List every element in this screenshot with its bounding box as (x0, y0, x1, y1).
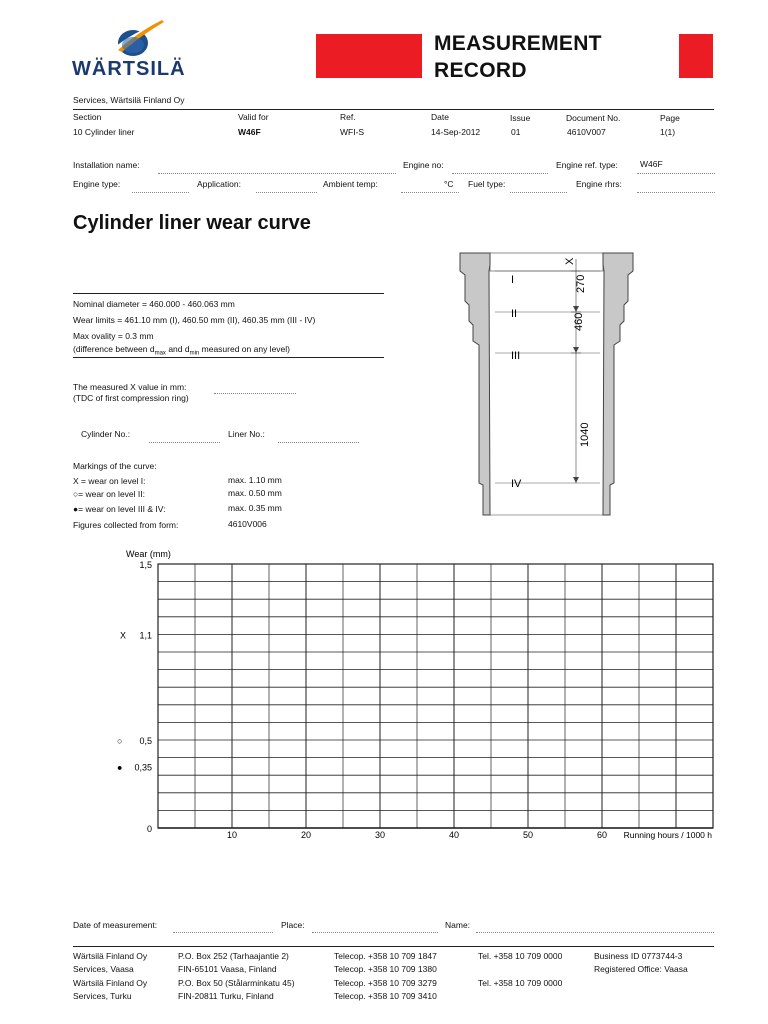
application-field[interactable] (256, 192, 317, 193)
engine-rhrs-field[interactable] (637, 192, 715, 193)
footer-cell: Services, Vaasa (73, 964, 134, 974)
engine-ref-type-value[interactable]: W46F (640, 159, 663, 169)
liner-no-field[interactable] (278, 442, 359, 443)
installation-name-label: Installation name: (73, 160, 140, 170)
meta-label: Page (660, 113, 680, 123)
application-label: Application: (197, 179, 241, 189)
meta-label: Date (431, 112, 449, 122)
engine-no-label: Engine no: (403, 160, 444, 170)
engine-rhrs-label: Engine rhrs: (576, 179, 622, 189)
level-label-ii: II (511, 308, 518, 320)
sub-min: min (189, 350, 200, 357)
y-tick-label: 0,35 (134, 762, 152, 773)
x-tick-label: 50 (522, 830, 534, 840)
ovality-note-c: measured on any level) (201, 344, 290, 354)
record-title-line1: MEASUREMENT (434, 32, 602, 55)
red-bar-right (679, 34, 713, 78)
ovality-note-a: (difference between d (73, 344, 155, 354)
footer-cell: P.O. Box 252 (Tarhaajantie 2) (178, 951, 289, 961)
engine-no-field[interactable] (452, 173, 548, 174)
markings-title: Markings of the curve: (73, 461, 157, 471)
cylinder-no-field[interactable] (149, 442, 220, 443)
x-tick-label: 30 (374, 830, 386, 840)
level-label-x: X (564, 257, 576, 265)
dim-460: 460 (573, 312, 585, 331)
engine-type-label: Engine type: (73, 179, 121, 189)
name-field[interactable] (476, 932, 714, 933)
filled-circle-marker: ● (117, 762, 123, 773)
y-tick-label: 0 (146, 824, 152, 834)
open-circle-marker: ○ (117, 736, 123, 746)
meta-label: Section (73, 112, 102, 122)
x-tick-label: 10 (226, 830, 238, 840)
ambient-temp-field[interactable] (401, 192, 459, 193)
brand-name: WÄRTSILÄ (72, 58, 186, 80)
ambient-temp-label: Ambient temp: (323, 179, 378, 189)
ovality-note (73, 344, 290, 357)
footer-cell: Wärtsilä Finland Oy (73, 951, 148, 961)
meta-value: 14-Sep-2012 (431, 127, 481, 137)
x-tick-label: 40 (448, 830, 460, 840)
meta-label: Document No. (566, 113, 621, 123)
x-marker: X (120, 630, 127, 641)
figures-value: 4610V006 (228, 519, 267, 529)
footer-rule (73, 946, 714, 947)
footer-cell: FIN-20811 Turku, Finland (178, 991, 274, 1001)
place-label: Place: (281, 920, 305, 930)
meta-value: W46F (238, 127, 261, 137)
footer-cell: Tel. +358 10 709 0000 (478, 951, 563, 961)
date-of-measurement-field[interactable] (173, 932, 273, 933)
wear-chart (0, 540, 768, 845)
marking-open-label: ○= wear on level II: (73, 489, 145, 499)
meta-value: WFI-S (340, 127, 365, 137)
cylinder-liner-diagram (455, 245, 640, 520)
level-label-iii: III (511, 350, 521, 362)
specs-top-rule (73, 293, 384, 294)
max-ovality: Max ovality = 0.3 mm (73, 331, 154, 341)
cylinder-no-label: Cylinder No.: (81, 429, 131, 439)
marking-open-value: max. 0.50 mm (228, 488, 282, 498)
y-tick-label: 1,5 (139, 560, 152, 570)
meta-value: 4610V007 (567, 127, 606, 137)
figures-label: Figures collected from form: (73, 520, 179, 530)
specs-bottom-rule (73, 357, 384, 358)
meta-value: 01 (511, 127, 521, 137)
marking-x-value: max. 1.10 mm (228, 475, 282, 485)
fuel-type-label: Fuel type: (468, 179, 506, 189)
level-label-iv: IV (511, 478, 522, 490)
x-tick-label: 20 (300, 830, 312, 840)
liner-no-label: Liner No.: (228, 429, 265, 439)
footer-cell: Business ID 0773744-3 (594, 951, 683, 961)
divider (73, 109, 714, 110)
y-tick-label: 0,5 (139, 736, 152, 746)
chart-frame (158, 564, 713, 828)
level-label-i: I (511, 274, 515, 286)
footer-cell: Wärtsilä Finland Oy (73, 978, 148, 988)
footer-cell: Tel. +358 10 709 0000 (478, 978, 563, 988)
footer-cell: Telecop. +358 10 709 1847 (334, 951, 437, 961)
measured-x-field[interactable] (214, 393, 296, 394)
place-field[interactable] (312, 932, 438, 933)
fuel-type-field[interactable] (510, 192, 567, 193)
wear-limits: Wear limits = 461.10 mm (I), 460.50 mm (II), 460.35 mm (III - IV) (73, 315, 316, 325)
footer-cell: Registered Office: Vaasa (594, 964, 688, 974)
services-label: Services, Wärtsilä Finland Oy (73, 95, 185, 105)
footer-cell: FIN-65101 Vaasa, Finland (178, 964, 277, 974)
red-bar-left (316, 34, 422, 78)
x-tick-label: 60 (596, 830, 608, 840)
y-tick-label: 1,1 (139, 630, 152, 641)
engine-ref-type-field (637, 173, 715, 174)
meta-value: 10 Cylinder liner (73, 127, 135, 137)
sub-max: max (154, 350, 166, 357)
meta-label: Issue (510, 113, 531, 123)
footer-cell: Telecop. +358 10 709 1380 (334, 964, 437, 974)
y-axis-label: Wear (mm) (126, 549, 171, 559)
engine-type-field[interactable] (132, 192, 189, 193)
tdc-note: (TDC of first compression ring) (73, 393, 189, 403)
footer-cell: Services, Turku (73, 991, 132, 1001)
marking-filled-value: max. 0.35 mm (228, 503, 282, 513)
temp-unit: °C (444, 179, 454, 189)
record-title-line2: RECORD (434, 59, 527, 82)
measured-x-label: The measured X value in mm: (73, 382, 187, 392)
marking-filled-label: ●= wear on level III & IV: (73, 504, 166, 514)
footer-cell: Telecop. +358 10 709 3279 (334, 978, 437, 988)
name-label: Name: (445, 920, 471, 930)
installation-name-field[interactable] (158, 173, 396, 174)
meta-label: Ref. (340, 112, 356, 122)
dim-1040: 1040 (579, 422, 591, 447)
marking-x-label: X = wear on level I: (73, 476, 146, 486)
meta-value: 1(1) (660, 127, 676, 137)
meta-label: Valid for (238, 112, 269, 122)
x-axis-label: Running hours / 1000 h (623, 830, 712, 840)
page-title: Cylinder liner wear curve (73, 212, 311, 234)
nominal-diameter: Nominal diameter = 460.000 - 460.063 mm (73, 299, 235, 309)
dim-270: 270 (575, 274, 587, 293)
ovality-note-b: and d (168, 344, 190, 354)
date-of-measurement-label: Date of measurement: (73, 920, 158, 930)
footer-cell: P.O. Box 50 (Stålarminkatu 45) (178, 978, 295, 988)
engine-ref-type-label: Engine ref. type: (556, 160, 618, 170)
footer-cell: Telecop. +358 10 709 3410 (334, 991, 437, 1001)
